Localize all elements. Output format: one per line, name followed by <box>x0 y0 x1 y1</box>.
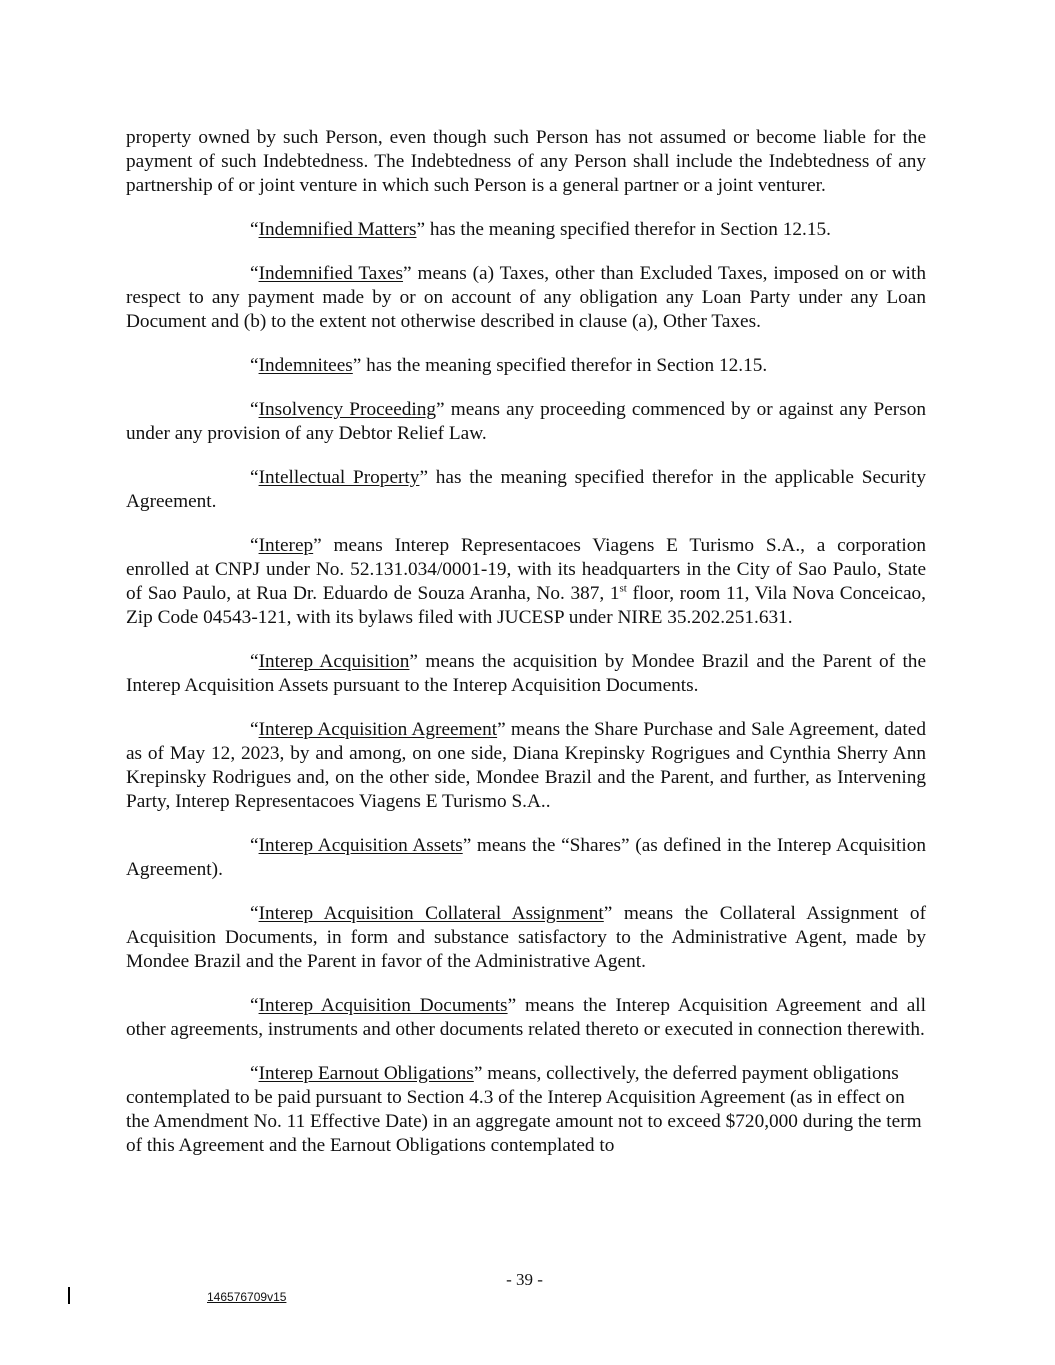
open-quote: “ <box>250 263 259 284</box>
defined-term: Interep Acquisition Documents <box>258 995 508 1016</box>
close-quote: ” <box>419 467 428 488</box>
definition-text: has the meaning specified therefor in Section 12.15. <box>361 355 768 376</box>
open-quote: “ <box>250 719 259 740</box>
defined-term: Insolvency Proceeding <box>258 399 437 420</box>
definition-indemnified-matters <box>126 218 926 242</box>
paragraph-text: property owned by such Person, even though such Person has not assumed or become liable for the payment of such Indebtedness. The Indebtedness of any Person shall include the Indebtedness of any partnership of or joint venture in which such Person is a general partner or a joint venturer. <box>126 127 926 196</box>
close-quote: ” <box>507 995 517 1016</box>
close-quote: ” <box>462 835 472 856</box>
close-quote: ” <box>352 355 362 376</box>
defined-term: Interep Acquisition Agreement <box>258 719 498 740</box>
open-quote: “ <box>250 995 259 1016</box>
definition-text: means Interep Representacoes Viagens E Turismo S.A., a corporation enrolled at CNPJ under No. 52.131.034/0001-19, with its headquarters in the City of Sao Paulo, State of Sao Paulo, at Rua Dr. Eduardo de Souza Aranha, No. 387, 1 <box>126 535 926 604</box>
open-quote: “ <box>250 219 259 240</box>
close-quote: ” <box>473 1063 483 1084</box>
ordinal-superscript: st <box>619 582 627 595</box>
defined-term: Interep <box>258 535 314 556</box>
close-quote: ” <box>497 719 506 740</box>
close-quote: ” <box>403 263 412 284</box>
defined-term: Indemnified Matters <box>258 219 417 240</box>
open-quote: “ <box>250 903 259 924</box>
close-quote: ” <box>416 219 426 240</box>
definition-interep-acquisition-agreement <box>126 718 926 814</box>
close-quote: ” <box>409 651 418 672</box>
definition-text: means the acquisition by Mondee Brazil and the Parent of the Interep Acquisition Assets pursuant to the Interep Acquisition Documents. <box>126 651 927 696</box>
document-body <box>126 126 926 1178</box>
open-quote: “ <box>250 467 259 488</box>
paragraph-continuation <box>126 126 926 198</box>
definition-text: means the Interep Acquisition Agreement and all other agreements, instruments and other documents related thereto or executed in connection therewith. <box>126 995 926 1040</box>
definition-interep-acquisition-documents <box>126 994 926 1042</box>
open-quote: “ <box>250 651 259 672</box>
defined-term: Indemnitees <box>258 355 353 376</box>
close-quote: ” <box>436 399 445 420</box>
definition-text: means any proceeding commenced by or against any Person under any provision of any Debtor Relief Law. <box>126 399 926 444</box>
definition-indemnitees <box>126 354 926 378</box>
definition-text: means the Share Purchase and Sale Agreement, dated as of May 12, 2023, by and among, on one side, Diana Krepinsky Rogrigues and Cynthia Sherry Ann Krepinsky Rodrigues and, on the other side, Mondee Brazil and the Parent, and further, as Intervening Party, Interep Representacoes Viagens E Turismo S.A.. <box>126 719 926 812</box>
defined-term: Interep Acquisition Collateral Assignment <box>258 903 604 924</box>
document-id: 146576709v15 <box>207 1290 287 1304</box>
definition-interep-acquisition-collateral-assignment <box>126 902 926 974</box>
open-quote: “ <box>250 355 259 376</box>
defined-term: Indemnified Taxes <box>258 263 404 284</box>
open-quote: “ <box>250 835 259 856</box>
definition-text: means (a) Taxes, other than Excluded Taxes, imposed on or with respect to any payment made by or on account of any obligation any Loan Party under any Loan Document and (b) to the extent not otherwise described in clause (a), Other Taxes. <box>126 263 926 332</box>
definition-text: has the meaning specified therefor in Section 12.15. <box>425 219 831 240</box>
defined-term: Intellectual Property <box>258 467 420 488</box>
defined-term: Interep Acquisition <box>258 651 410 672</box>
change-bar <box>68 1287 70 1304</box>
definition-interep-acquisition-assets <box>126 834 926 882</box>
definition-text: has the meaning specified therefor in the applicable Security Agreement. <box>126 467 926 512</box>
definition-text-continued: floor, room 11, Vila Nova Conceicao, Zip Code 04543-121, with its bylaws filed with JUCESP under NIRE 35.202.251.631. <box>126 583 926 628</box>
definition-interep-acquisition <box>126 650 926 698</box>
definition-interep-earnout-obligations <box>126 1062 926 1158</box>
open-quote: “ <box>250 535 259 556</box>
definition-text: means the Collateral Assignment of Acquisition Documents, in form and substance satisfactory to the Administrative Agent, made by Mondee Brazil and the Parent in favor of the Administrative Agent. <box>126 903 926 972</box>
page-number-container <box>0 1270 1055 1290</box>
open-quote: “ <box>250 399 259 420</box>
open-quote: “ <box>250 1063 259 1084</box>
close-quote: ” <box>603 903 613 924</box>
definition-intellectual-property <box>126 466 926 514</box>
close-quote: ” <box>313 535 322 556</box>
definition-text: means the “Shares” (as defined in the Interep Acquisition Agreement). <box>126 835 926 880</box>
definition-insolvency-proceeding <box>126 398 926 446</box>
defined-term: Interep Acquisition Assets <box>258 835 463 856</box>
definition-interep <box>126 534 926 630</box>
definition-text: means, collectively, the deferred payment obligations contemplated to be paid pursuant to Section 4.3 of the Interep Acquisition Agreement (as in effect on the Amendment No. 11 Effective Date) in an aggregate amount not to exceed $720,000 during the term of this Agreement and the Earnout Obligations contemplated to <box>126 1063 922 1156</box>
definition-indemnified-taxes <box>126 262 926 334</box>
defined-term: Interep Earnout Obligations <box>258 1063 474 1084</box>
page-number: - 39 - <box>506 1270 543 1289</box>
